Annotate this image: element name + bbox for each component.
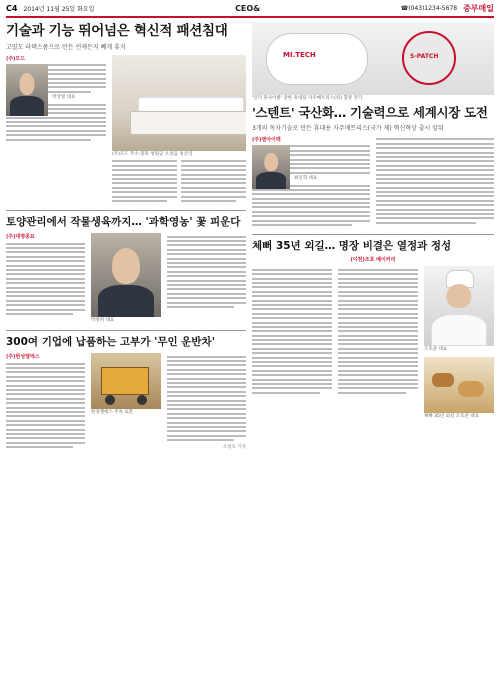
article3-reporter: 오창호 기자 bbox=[222, 444, 246, 450]
article-subheadline: 고밀도 라텍스폼으로 만든 언제든지 빼게 휴식 bbox=[6, 44, 126, 51]
page-number: C4 bbox=[6, 3, 18, 13]
ceo2-caption: 박정희 대표 bbox=[91, 318, 115, 324]
article-stent bbox=[252, 23, 494, 228]
bakery-photo-caption: 체뻐 35년 외길 조호준 대표 bbox=[424, 414, 479, 420]
masthead-left bbox=[6, 4, 94, 13]
article4-subheadline: 3개의 독자기술로 만든 휴대용 자주매트리스(국가 제) 혁신혁상 출시 앞둬 bbox=[252, 125, 444, 132]
device-label: S-PATCH bbox=[410, 53, 439, 60]
article-seed bbox=[6, 215, 246, 324]
article3-headline: 300여 기업에 납품하는 고부가 '무인 운반차' bbox=[6, 336, 215, 349]
article3-company: (주)현성엘에스 bbox=[6, 354, 40, 361]
ceo2-portrait bbox=[91, 233, 161, 317]
device-photo bbox=[252, 23, 494, 95]
ceo-caption: 박상열 대표 bbox=[52, 95, 76, 101]
contact-tel: ☎(043)1234-5678 bbox=[400, 4, 458, 12]
agv-photo bbox=[91, 353, 161, 409]
article-headline: 기술과 기능 뛰어넘은 혁신적 패션침대 bbox=[6, 23, 228, 39]
bakery-photo bbox=[424, 357, 494, 413]
article-bakery bbox=[252, 239, 494, 420]
article5-headline: 체뻐 35년 외길… 명장 비결은 열정과 정성 bbox=[252, 240, 452, 253]
device-brand-label: MI.TECH bbox=[283, 51, 316, 59]
ceo4-portrait bbox=[252, 145, 290, 189]
agv-photo-caption: 현성엘에스 주차 로봇 bbox=[91, 410, 133, 416]
article4-company: (주)엠아이텍 bbox=[252, 137, 281, 143]
left-column bbox=[6, 23, 246, 451]
article2-headline: 토양관리에서 작물생육까지… '과학영농' 꽃 피운다 bbox=[6, 216, 241, 229]
masthead-right bbox=[401, 3, 494, 14]
ceo4-caption: 최인혁 대표 bbox=[294, 176, 318, 182]
article2-company: (주)대명종묘 bbox=[6, 234, 35, 241]
chef-caption: 조호준 대표 bbox=[424, 347, 448, 353]
article5-company: (이천)조호 베이커리 bbox=[350, 257, 396, 264]
section-title: CEO& bbox=[235, 3, 261, 13]
paper-name: 중부매일 bbox=[463, 3, 494, 13]
article-company: (주)모드 bbox=[6, 56, 26, 62]
bed-photo bbox=[112, 55, 246, 151]
article4-headline: '스텐트' 국산화… 기술력으로 세계시장 도전 bbox=[252, 105, 488, 120]
masthead bbox=[6, 0, 494, 18]
bed-photo-caption: (주)모드 주소:충북 청원군 오창읍 성산리 bbox=[112, 152, 193, 157]
issue-date: 2014년 11월 25일 화요일 bbox=[23, 5, 95, 13]
article-agv bbox=[6, 335, 246, 450]
right-column bbox=[252, 23, 494, 451]
ceo-portrait bbox=[6, 64, 48, 116]
device-photo-caption: '인덕 휴사이클' 장한 휴대용 자주매트리스(위) 혈관 전기. bbox=[252, 96, 364, 101]
chef-portrait bbox=[424, 266, 494, 346]
article-bed bbox=[6, 23, 246, 204]
